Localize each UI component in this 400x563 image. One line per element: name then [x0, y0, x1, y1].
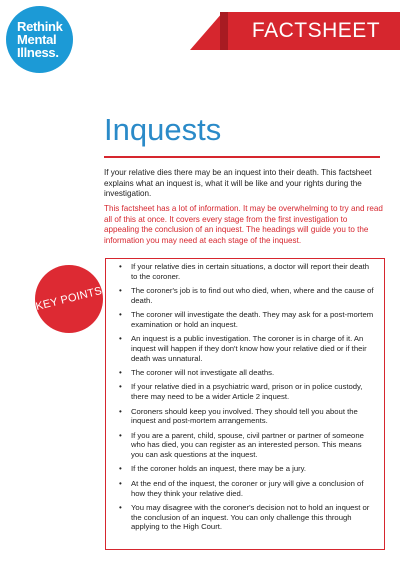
key-points-box [105, 258, 385, 550]
key-point-text: The coroner's job is to find out who died, when, where and the cause of death. [131, 286, 374, 305]
banner-wedge [190, 12, 223, 50]
key-point-text: If the coroner holds an inquest, there may be a jury. [131, 464, 307, 474]
key-point-item [116, 286, 376, 305]
key-point-item [116, 503, 376, 532]
bullet-icon: • [119, 478, 122, 488]
key-point-item [116, 262, 376, 281]
key-point-text: An inquest is a public investigation. The coroner is in charge of it. An inquest will happen if they don't know how your relative died or if their death was unnatural. [131, 334, 367, 363]
intro-paragraph: If your relative dies there may be an inquest into their death. This factsheet explains what an inquest is, what it will be like and your rights during the investigation. [104, 168, 372, 198]
key-point-text: At the end of the inquest, the coroner or jury will give a conclusion of how they think your relative died. [131, 478, 364, 498]
key-points-badge [35, 265, 103, 333]
key-point-text: The coroner will investigate the death. They may ask for a post-mortem examination or hold an inquest. [131, 310, 374, 329]
key-point-text: You may disagree with the coroner's decision not to hold an inquest or the conclusion of an inquest. You can only challenge this through applying to the High Court. [131, 502, 370, 532]
key-points-label: KEY POINTS [34, 284, 104, 314]
key-point-text: If your relative died in a psychiatric ward, prison or in police custody, there may need to be a wider Article 2 inquest. [131, 382, 363, 402]
banner-label: FACTSHEET [251, 19, 381, 42]
page-title: Inquests [104, 112, 222, 147]
bullet-icon: • [119, 368, 122, 378]
banner-fold [220, 12, 228, 50]
key-points-list [106, 259, 384, 532]
key-point-item [116, 334, 376, 363]
key-point-item [116, 310, 376, 329]
key-point-item [116, 368, 376, 378]
bullet-icon: • [119, 382, 122, 392]
logo-line: Mental [17, 32, 57, 47]
key-point-item [116, 407, 376, 426]
key-point-text: The coroner will not investigate all deaths. [131, 368, 275, 378]
key-point-text: If your relative dies in certain situations, a doctor will report their death to the coroner. [131, 262, 370, 281]
bullet-icon: • [119, 430, 122, 440]
title-divider [104, 156, 380, 158]
key-point-item [116, 382, 376, 401]
bullet-icon: • [119, 464, 122, 474]
warning-paragraph: This factsheet has a lot of information. It may be overwhelming to try and read all of this at once. It covers every stage from the first investigation to appealing the conclusion of an inquest. The headings will guide you to the information you may need at each stage of the inquest. [104, 204, 383, 245]
rethink-logo [6, 6, 73, 73]
key-point-text: Coroners should keep you involved. They should tell you about the inquest and post-mortem arrangements. [131, 406, 358, 426]
bullet-icon: • [119, 406, 122, 416]
key-point-item [116, 431, 376, 460]
logo-line: Rethink [17, 19, 63, 34]
key-point-text: If you are a parent, child, spouse, civil partner or partner of someone who has died, you can register as an interested person. This means you can ask questions at the inquest. [131, 430, 364, 460]
bullet-icon: • [119, 334, 122, 344]
bullet-icon: • [119, 502, 122, 512]
bullet-icon: • [119, 286, 122, 296]
logo-line: Illness. [17, 45, 59, 60]
key-point-item [116, 464, 376, 474]
bullet-icon: • [119, 262, 122, 271]
bullet-icon: • [119, 310, 122, 320]
key-point-item [116, 479, 376, 498]
